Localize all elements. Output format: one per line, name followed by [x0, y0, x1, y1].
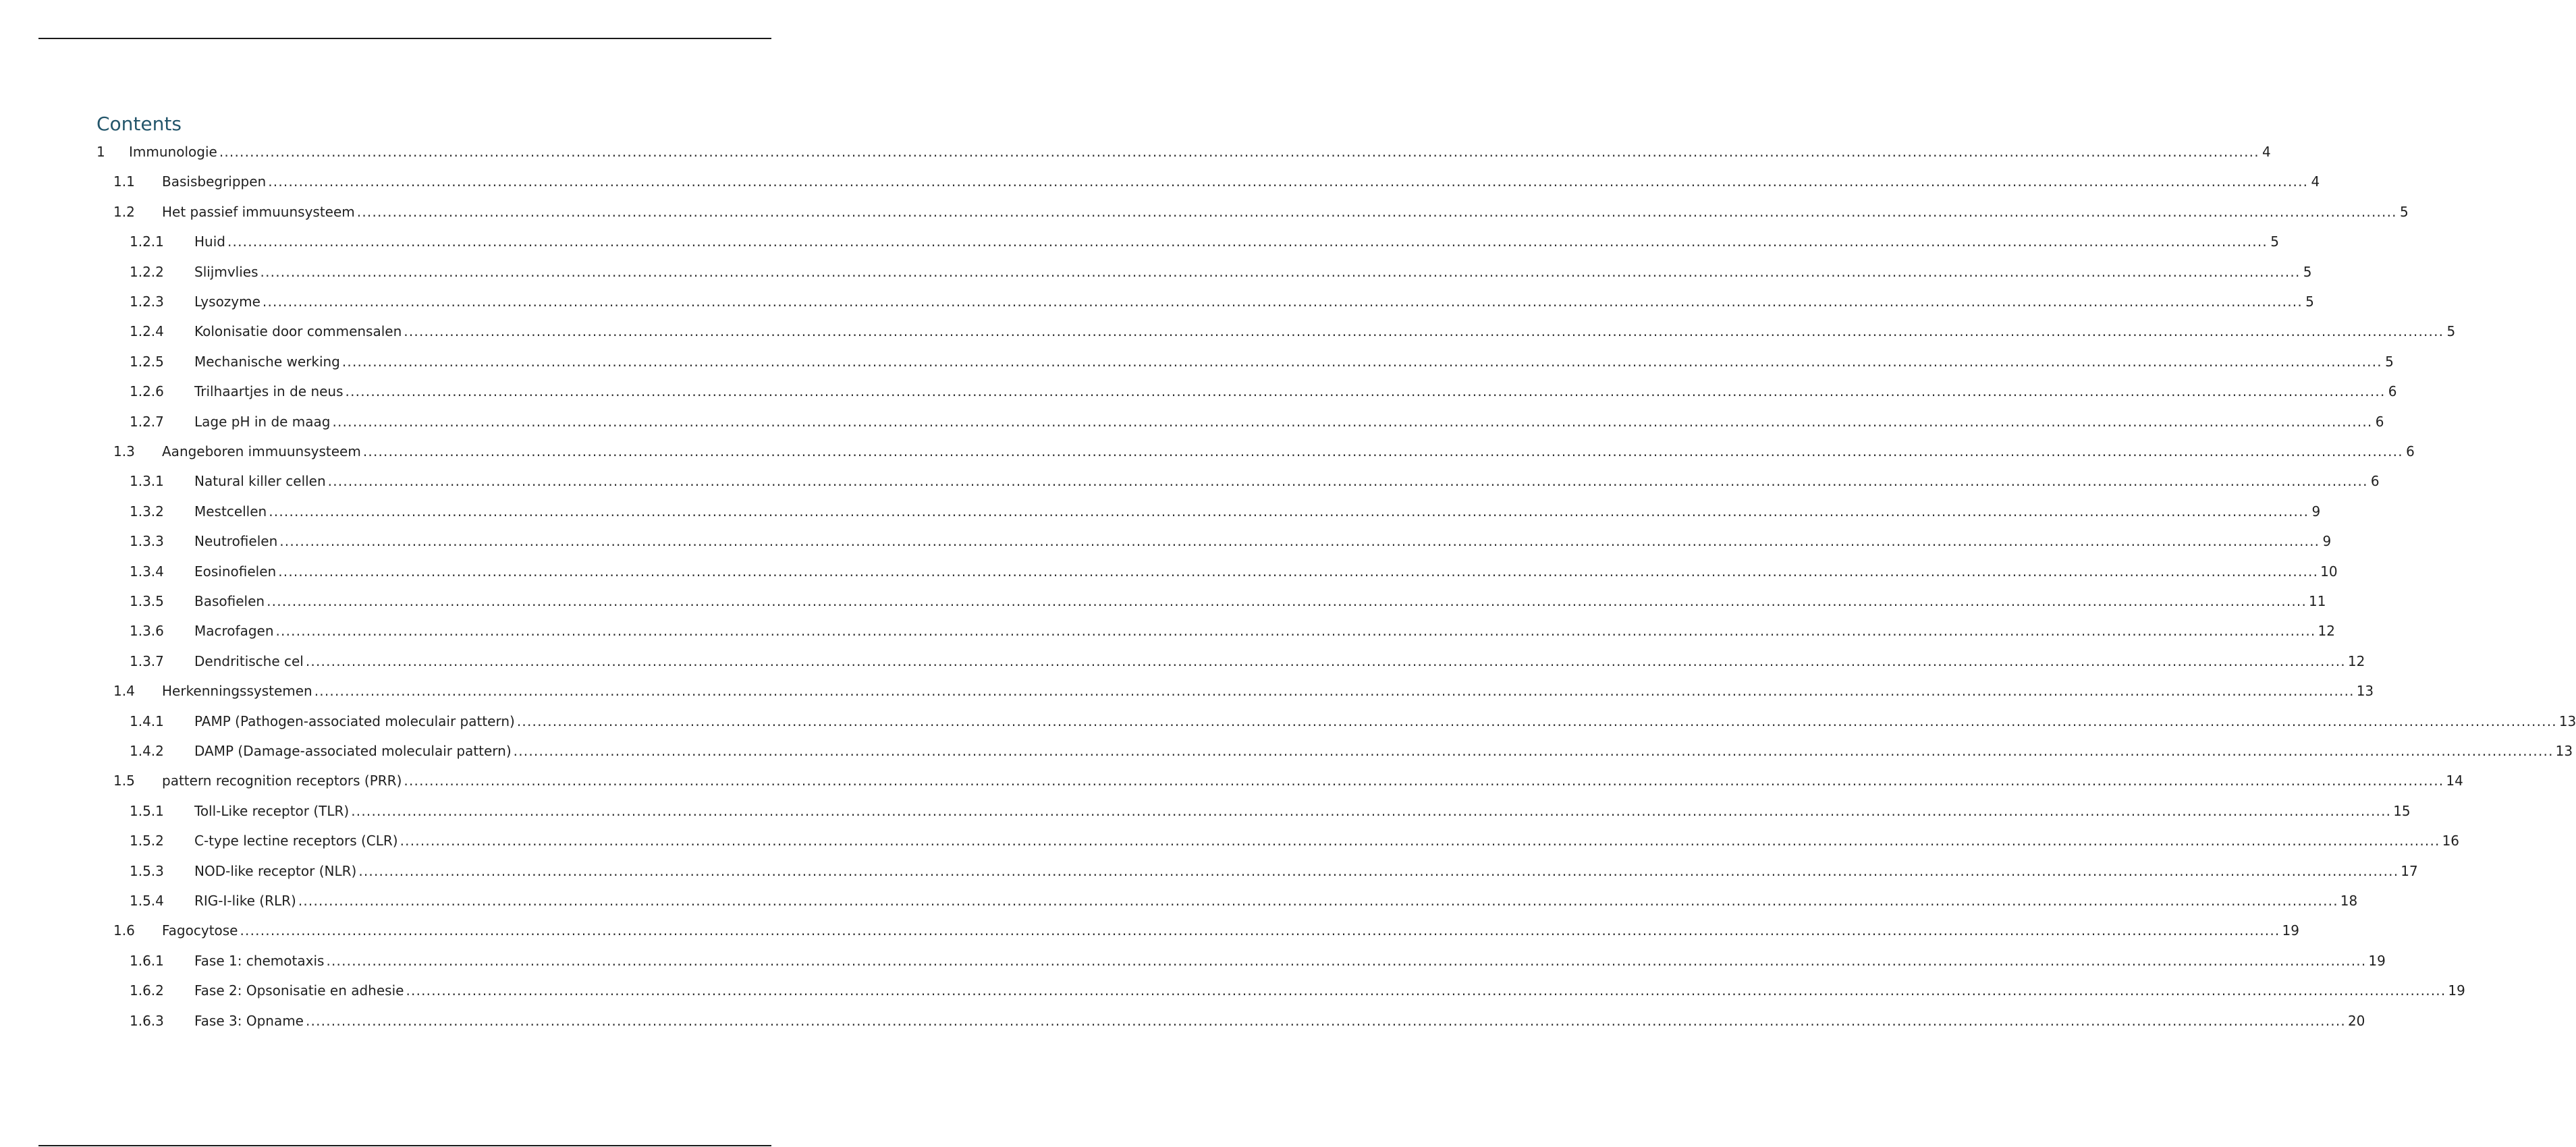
- toc-entry-line: [194, 741, 2573, 761]
- toc-entry[interactable]: [0, 801, 2411, 821]
- toc-entry-line: [194, 561, 2338, 582]
- toc-entry-page-number: 6: [2370, 473, 2380, 490]
- toc-entry-page-number: 4: [2262, 144, 2271, 160]
- toc-entry-title: pattern recognition receptors (PRR): [162, 771, 402, 791]
- toc-entry-title: Huid: [194, 231, 225, 252]
- toc-entry[interactable]: [0, 352, 2394, 372]
- toc-entry-number: 1.3.7: [130, 652, 164, 669]
- toc-entry-number: 1.4.2: [130, 743, 164, 759]
- toc-entry-title: Toll-Like receptor (TLR): [194, 801, 349, 821]
- toc-dot-leader: ................................................................................................................................................................................................................................................................................................................................................................................................................: [356, 203, 2397, 220]
- toc-entry[interactable]: [0, 1011, 2365, 1031]
- toc-entry-line: [194, 291, 2314, 312]
- toc-entry-title: Fase 1: chemotaxis: [194, 951, 324, 971]
- toc-entry-number: 1.2: [113, 203, 135, 220]
- toc-entry-number: 1.3.2: [130, 503, 164, 520]
- toc-entry-number: 1.2.3: [130, 293, 164, 310]
- toc-dot-leader: ................................................................................................................................................................................................................................................................................................................................................................................................................: [406, 982, 2446, 999]
- toc-dot-leader: ................................................................................................................................................................................................................................................................................................................................................................................................................: [326, 952, 2367, 969]
- toc-entry-page-number: 11: [2309, 593, 2326, 609]
- header-rule: [38, 38, 771, 39]
- toc-entry-title: Trilhaartjes in de neus: [194, 381, 344, 401]
- toc-dot-leader: ................................................................................................................................................................................................................................................................................................................................................................................................................: [327, 473, 2368, 490]
- toc-entry-number: 1.6: [113, 922, 135, 939]
- toc-entry-page-number: 9: [2322, 533, 2332, 550]
- toc-entry[interactable]: [0, 891, 2358, 911]
- toc-entry-title: PAMP (Pathogen-associated moleculair pattern): [194, 711, 515, 731]
- toc-dot-leader: ................................................................................................................................................................................................................................................................................................................................................................................................................: [275, 623, 2316, 640]
- toc-entry-title: Lysozyme: [194, 291, 261, 312]
- toc-entry-page-number: 17: [2401, 862, 2418, 879]
- toc-entry-title: Mestcellen: [194, 501, 267, 522]
- toc-entry-number: 1.3.6: [130, 623, 164, 640]
- toc-entry-number: 1.6.2: [130, 982, 164, 999]
- toc-dot-leader: ................................................................................................................................................................................................................................................................................................................................................................................................................: [305, 652, 2346, 669]
- toc-entry[interactable]: [0, 771, 2463, 791]
- toc-entry-page-number: 9: [2311, 503, 2321, 520]
- toc-dot-leader: ................................................................................................................................................................................................................................................................................................................................................................................................................: [267, 593, 2307, 609]
- toc-entry[interactable]: [0, 231, 2279, 252]
- toc-entry-page-number: 6: [2375, 413, 2384, 430]
- toc-entry-number: 1.5.2: [130, 833, 164, 849]
- toc-entry-title: Macrofagen: [194, 621, 274, 641]
- toc-dot-leader: ................................................................................................................................................................................................................................................................................................................................................................................................................: [269, 503, 2309, 520]
- toc-entry[interactable]: [0, 291, 2314, 312]
- toc-dot-leader: ................................................................................................................................................................................................................................................................................................................................................................................................................: [404, 773, 2444, 789]
- toc-entry[interactable]: [0, 561, 2338, 582]
- toc-entry-number: 1.4.1: [130, 712, 164, 729]
- toc-dot-leader: ................................................................................................................................................................................................................................................................................................................................................................................................................: [227, 233, 2268, 250]
- toc-entry-number: 1: [97, 144, 105, 160]
- toc-entry[interactable]: [0, 741, 2573, 761]
- toc-entry[interactable]: [0, 531, 2332, 551]
- toc-dot-leader: ................................................................................................................................................................................................................................................................................................................................................................................................................: [268, 173, 2309, 190]
- toc-dot-leader: ................................................................................................................................................................................................................................................................................................................................................................................................................: [341, 353, 2382, 370]
- toc-entry-number: 1.5: [113, 773, 135, 789]
- toc-entry-line: [194, 980, 2465, 1001]
- toc-entry-line: [194, 262, 2312, 282]
- toc-entry-number: 1.4: [113, 683, 135, 700]
- toc-entry-title: Basofielen: [194, 591, 265, 611]
- toc-dot-leader: ................................................................................................................................................................................................................................................................................................................................................................................................................: [400, 833, 2440, 849]
- toc-entry[interactable]: [0, 471, 2380, 491]
- toc-entry[interactable]: [0, 831, 2460, 851]
- toc-dot-leader: ................................................................................................................................................................................................................................................................................................................................................................................................................: [260, 263, 2301, 280]
- toc-dot-leader: ................................................................................................................................................................................................................................................................................................................................................................................................................: [404, 323, 2444, 340]
- toc-entry-title: Herkenningssystemen: [162, 681, 312, 701]
- toc-entry-page-number: 19: [2368, 952, 2386, 969]
- toc-entry[interactable]: [0, 980, 2465, 1001]
- toc-entry-page-number: 5: [2400, 203, 2409, 220]
- toc-entry-page-number: 13: [2558, 712, 2576, 729]
- toc-entry-title: Fase 3: Opname: [194, 1011, 304, 1031]
- toc-entry-line: [194, 231, 2279, 252]
- toc-entry-page-number: 5: [2270, 233, 2279, 250]
- toc-entry-line: [194, 412, 2384, 432]
- toc-entry-title: Eosinofielen: [194, 561, 276, 582]
- toc-entry-page-number: 6: [2388, 383, 2397, 400]
- toc-dot-leader: ................................................................................................................................................................................................................................................................................................................................................................................................................: [362, 443, 2403, 459]
- toc-entry[interactable]: [0, 621, 2335, 641]
- toc-entry-line: [194, 891, 2358, 911]
- toc-entry-line: [194, 471, 2380, 491]
- toc-entry-page-number: 15: [2393, 802, 2411, 819]
- toc-entry-title: Dendritische cel: [194, 651, 304, 671]
- toc-entry-line: [194, 861, 2418, 881]
- toc-entry-number: 1.2.1: [130, 233, 164, 250]
- toc-entry-number: 1.2.4: [130, 323, 164, 340]
- toc-entry-line: [162, 771, 2463, 791]
- toc-dot-leader: ................................................................................................................................................................................................................................................................................................................................................................................................................: [345, 383, 2386, 400]
- toc-entry[interactable]: [0, 381, 2397, 401]
- toc-entry-title: Fagocytose: [162, 920, 238, 941]
- toc-entry-title: Mechanische werking: [194, 352, 340, 372]
- toc-entry-page-number: 19: [2448, 982, 2465, 999]
- toc-entry-title: NOD-like receptor (NLR): [194, 861, 356, 881]
- toc-title: Contents: [97, 113, 182, 135]
- toc-entry-page-number: 19: [2282, 922, 2299, 939]
- toc-entry-title: Kolonisatie door commensalen: [194, 321, 402, 341]
- toc-entry-page-number: 18: [2340, 893, 2358, 909]
- toc-entry-page-number: 10: [2320, 563, 2338, 580]
- toc-dot-leader: ................................................................................................................................................................................................................................................................................................................................................................................................................: [278, 563, 2319, 580]
- toc-entry[interactable]: [0, 681, 2374, 701]
- toc-dot-leader: ................................................................................................................................................................................................................................................................................................................................................................................................................: [332, 413, 2373, 430]
- toc-entry-line: [162, 171, 2320, 192]
- toc-entry-line: [194, 801, 2411, 821]
- toc-entry-page-number: 12: [2318, 623, 2335, 640]
- toc-entry-line: [194, 501, 2321, 522]
- toc-dot-leader: ................................................................................................................................................................................................................................................................................................................................................................................................................: [305, 1012, 2346, 1029]
- toc-entry-title: Aangeboren immuunsysteem: [162, 441, 361, 461]
- toc-entry[interactable]: [0, 441, 2415, 461]
- toc-entry-page-number: 6: [2406, 443, 2415, 459]
- toc-entry[interactable]: [0, 861, 2418, 881]
- toc-dot-leader: ................................................................................................................................................................................................................................................................................................................................................................................................................: [358, 862, 2399, 879]
- toc-entry-title: Basisbegrippen: [162, 171, 266, 192]
- toc-entry-title: C-type lectine receptors (CLR): [194, 831, 398, 851]
- toc-dot-leader: ................................................................................................................................................................................................................................................................................................................................................................................................................: [314, 683, 2355, 700]
- toc-entry-number: 1.3.3: [130, 533, 164, 550]
- toc-entry-line: [162, 441, 2415, 461]
- toc-entry-page-number: 16: [2442, 833, 2460, 849]
- toc-dot-leader: ................................................................................................................................................................................................................................................................................................................................................................................................................: [262, 293, 2303, 310]
- toc-entry[interactable]: [0, 262, 2312, 282]
- toc-entry-number: 1.5.3: [130, 862, 164, 879]
- toc-dot-leader: ................................................................................................................................................................................................................................................................................................................................................................................................................: [516, 712, 2557, 729]
- toc-entry-line: [194, 352, 2394, 372]
- toc-entry-number: 1.6.1: [130, 952, 164, 969]
- toc-entry-page-number: 13: [2555, 743, 2573, 759]
- toc-entry-page-number: 5: [2303, 263, 2312, 280]
- toc-entry-number: 1.2.7: [130, 413, 164, 430]
- toc-entry-page-number: 5: [2305, 293, 2314, 310]
- toc-entry[interactable]: [0, 651, 2365, 671]
- toc-entry-number: 1.1: [113, 173, 135, 190]
- toc-dot-leader: ................................................................................................................................................................................................................................................................................................................................................................................................................: [279, 533, 2320, 550]
- toc-entry-line: [194, 651, 2365, 671]
- toc-entry-number: 1.6.3: [130, 1012, 164, 1029]
- toc-entry-page-number: 14: [2446, 773, 2463, 789]
- footer-rule: [38, 1145, 771, 1146]
- toc-entry-title: Fase 2: Opsonisatie en adhesie: [194, 980, 404, 1001]
- toc-entry-line: [194, 531, 2332, 551]
- toc-dot-leader: ................................................................................................................................................................................................................................................................................................................................................................................................................: [298, 893, 2338, 909]
- toc-entry-line: [129, 142, 2271, 162]
- toc-entry-title: RIG-I-like (RLR): [194, 891, 296, 911]
- toc-entry-number: 1.3.4: [130, 563, 164, 580]
- toc-entry-title: Lage pH in de maag: [194, 412, 330, 432]
- toc-entry-line: [194, 321, 2456, 341]
- toc-dot-leader: ................................................................................................................................................................................................................................................................................................................................................................................................................: [219, 144, 2259, 160]
- toc-entry[interactable]: [0, 412, 2384, 432]
- toc-entry-line: [194, 831, 2460, 851]
- toc-entry-title: Natural killer cellen: [194, 471, 326, 491]
- toc-entry[interactable]: [0, 171, 2320, 192]
- toc-entry[interactable]: [0, 591, 2326, 611]
- toc-entry[interactable]: [0, 951, 2386, 971]
- toc-entry-title: Slijmvlies: [194, 262, 258, 282]
- toc-entry-line: [194, 621, 2335, 641]
- toc-entry-page-number: 12: [2347, 652, 2365, 669]
- toc-entry-title: DAMP (Damage-associated moleculair pattern): [194, 741, 512, 761]
- toc-entry-line: [162, 681, 2374, 701]
- toc-entry-page-number: 5: [2446, 323, 2456, 340]
- toc-entry-number: 1.2.5: [130, 353, 164, 370]
- toc-entry-number: 1.5.1: [130, 802, 164, 819]
- toc-entry-page-number: 13: [2356, 683, 2374, 700]
- toc-entry-number: 1.2.2: [130, 263, 164, 280]
- toc-entry-page-number: 5: [2385, 353, 2394, 370]
- toc-dot-leader: ................................................................................................................................................................................................................................................................................................................................................................................................................: [513, 743, 2554, 759]
- toc-entry-title: Het passief immuunsysteem: [162, 202, 355, 222]
- toc-entry-line: [162, 202, 2409, 222]
- toc-dot-leader: ................................................................................................................................................................................................................................................................................................................................................................................................................: [351, 802, 2392, 819]
- toc-entry[interactable]: [0, 920, 2299, 941]
- toc-entry[interactable]: [0, 711, 2576, 731]
- toc-entry-page-number: 20: [2347, 1012, 2365, 1029]
- toc-entry-line: [194, 711, 2576, 731]
- toc-entry-line: [162, 920, 2299, 941]
- toc-entry[interactable]: [0, 202, 2409, 222]
- toc-entry-line: [194, 381, 2397, 401]
- toc-entry-line: [194, 591, 2326, 611]
- toc-entry-title: Neutrofielen: [194, 531, 277, 551]
- toc-entry-number: 1.3.1: [130, 473, 164, 490]
- toc-entry[interactable]: [0, 321, 2456, 341]
- toc-entry[interactable]: [0, 501, 2321, 522]
- toc-entry-number: 1.5.4: [130, 893, 164, 909]
- toc-entry-line: [194, 951, 2386, 971]
- toc-dot-leader: ................................................................................................................................................................................................................................................................................................................................................................................................................: [240, 922, 2280, 939]
- toc-entry-page-number: 4: [2311, 173, 2320, 190]
- toc-entry-line: [194, 1011, 2365, 1031]
- toc-entry-number: 1.3: [113, 443, 135, 459]
- toc-entry-title: Immunologie: [129, 142, 217, 162]
- toc-entry-number: 1.3.5: [130, 593, 164, 609]
- toc-entry-number: 1.2.6: [130, 383, 164, 400]
- toc-entry[interactable]: [0, 142, 2271, 162]
